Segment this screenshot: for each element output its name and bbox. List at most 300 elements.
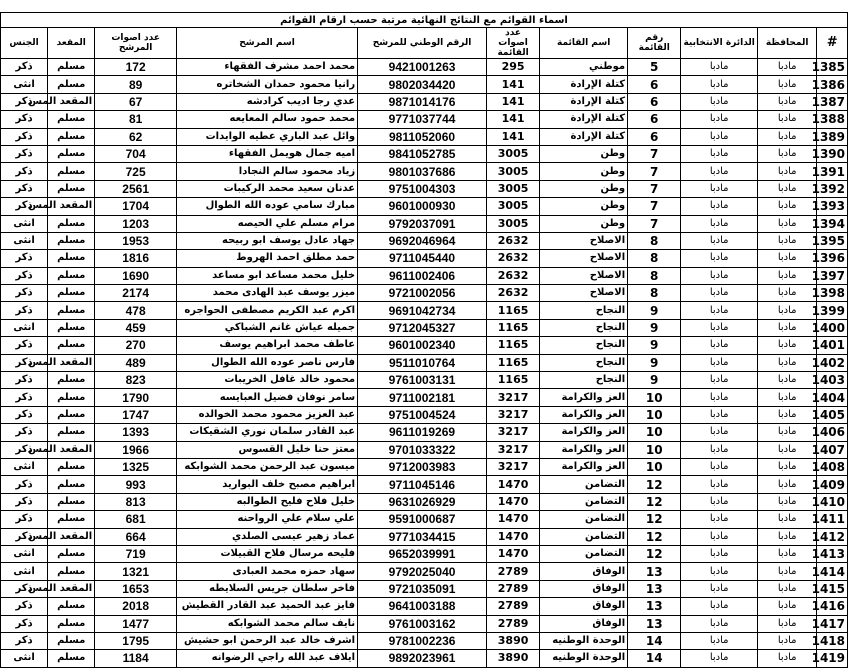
cell-candidate-name: مبارك سامي عوده الله الطوال — [177, 198, 358, 215]
cell-list-number: 5 — [628, 59, 681, 76]
header-list-name: اسم القائمة — [540, 28, 628, 59]
cell-list-name: كتلة الإرادة — [540, 111, 628, 128]
table-row — [1, 76, 848, 93]
cell-list-votes: 3890 — [486, 650, 539, 667]
cell-gender: ذكر — [1, 580, 48, 597]
cell-list-number: 9 — [628, 337, 681, 354]
cell-id: 1396 — [817, 250, 848, 267]
table-row — [1, 632, 848, 649]
cell-candidate-votes: 1321 — [95, 563, 177, 580]
cell-seat: المقعد المس — [48, 198, 95, 215]
table-row — [1, 93, 848, 110]
cell-candidate-name: مرام مسلم علي الحيصه — [177, 215, 358, 232]
cell-national-id: 9761003162 — [358, 615, 487, 632]
cell-candidate-name: فارس ناصر عوده الله الطوال — [177, 354, 358, 371]
cell-seat: مسلم — [48, 632, 95, 649]
cell-gender: ذكر — [1, 615, 48, 632]
cell-list-votes: 1470 — [486, 493, 539, 510]
cell-id: 1401 — [817, 337, 848, 354]
table-row — [1, 163, 848, 180]
cell-governorate: مادبا — [758, 354, 817, 371]
cell-list-number: 6 — [628, 128, 681, 145]
cell-id: 1409 — [817, 476, 848, 493]
cell-list-name: العز والكرامة — [540, 389, 628, 406]
cell-list-votes: 2789 — [486, 598, 539, 615]
cell-list-number: 13 — [628, 580, 681, 597]
cell-list-votes: 3005 — [486, 145, 539, 162]
cell-list-name: الوفاق — [540, 563, 628, 580]
cell-list-number: 12 — [628, 493, 681, 510]
cell-candidate-name: فليحه مرسال فلاح القبيلات — [177, 545, 358, 562]
header-governorate: المحافظة — [758, 28, 817, 59]
cell-candidate-name: سامر نوفان فضيل العبايسه — [177, 389, 358, 406]
table-row — [1, 285, 848, 302]
header-row — [1, 28, 848, 59]
cell-candidate-name: عدنان سعيد محمد الركيبات — [177, 180, 358, 197]
header-district: الدائرة الانتخابية — [681, 28, 758, 59]
cell-district: مادبا — [681, 163, 758, 180]
cell-candidate-votes: 459 — [95, 319, 177, 336]
table-row — [1, 215, 848, 232]
cell-seat: المقعد المس — [48, 93, 95, 110]
cell-id: 1393 — [817, 198, 848, 215]
cell-national-id: 9761003131 — [358, 372, 487, 389]
cell-district: مادبا — [681, 215, 758, 232]
cell-list-number: 8 — [628, 232, 681, 249]
cell-id: 1404 — [817, 389, 848, 406]
cell-seat: مسلم — [48, 545, 95, 562]
cell-gender: انثى — [1, 650, 48, 667]
table-row — [1, 476, 848, 493]
cell-list-number: 13 — [628, 615, 681, 632]
cell-candidate-votes: 478 — [95, 302, 177, 319]
cell-list-name: كتلة الإرادة — [540, 93, 628, 110]
title-row — [1, 13, 848, 28]
cell-candidate-name: زياد محمود سالم النجادا — [177, 163, 358, 180]
results-document — [0, 12, 848, 668]
cell-seat: مسلم — [48, 615, 95, 632]
cell-district: مادبا — [681, 563, 758, 580]
results-table — [0, 12, 848, 668]
cell-list-votes: 2632 — [486, 232, 539, 249]
cell-candidate-votes: 2018 — [95, 598, 177, 615]
cell-candidate-name: سهاد حمزه محمد العبادى — [177, 563, 358, 580]
cell-district: مادبا — [681, 632, 758, 649]
cell-list-number: 8 — [628, 285, 681, 302]
cell-id: 1386 — [817, 76, 848, 93]
cell-national-id: 9841052785 — [358, 145, 487, 162]
cell-governorate: مادبا — [758, 128, 817, 145]
cell-district: مادبا — [681, 650, 758, 667]
cell-gender: انثى — [1, 232, 48, 249]
cell-id: 1418 — [817, 632, 848, 649]
cell-id: 1407 — [817, 441, 848, 458]
cell-candidate-name: محمد حمود سالم المعايعه — [177, 111, 358, 128]
table-row — [1, 511, 848, 528]
cell-governorate: مادبا — [758, 59, 817, 76]
cell-list-votes: 2789 — [486, 580, 539, 597]
cell-list-number: 7 — [628, 163, 681, 180]
cell-candidate-votes: 81 — [95, 111, 177, 128]
cell-seat: مسلم — [48, 215, 95, 232]
cell-district: مادبا — [681, 180, 758, 197]
cell-national-id: 9631026929 — [358, 493, 487, 510]
cell-candidate-name: ابراهيم مصبح خلف البواريد — [177, 476, 358, 493]
cell-list-number: 6 — [628, 111, 681, 128]
cell-gender: ذكر — [1, 163, 48, 180]
cell-candidate-name: خليل فلاح فليح الطوالبه — [177, 493, 358, 510]
cell-national-id: 9421001263 — [358, 59, 487, 76]
cell-candidate-name: عماد زهير عيسى الصلدي — [177, 528, 358, 545]
cell-gender: ذكر — [1, 511, 48, 528]
cell-list-name: العز والكرامة — [540, 458, 628, 475]
cell-id: 1412 — [817, 528, 848, 545]
cell-list-number: 12 — [628, 511, 681, 528]
cell-list-votes: 3217 — [486, 389, 539, 406]
cell-seat: مسلم — [48, 458, 95, 475]
cell-id: 1385 — [817, 59, 848, 76]
cell-list-name: التضامن — [540, 545, 628, 562]
cell-candidate-votes: 1393 — [95, 424, 177, 441]
cell-district: مادبا — [681, 389, 758, 406]
cell-gender: انثى — [1, 563, 48, 580]
cell-gender: ذكر — [1, 528, 48, 545]
cell-gender: ذكر — [1, 285, 48, 302]
table-row — [1, 545, 848, 562]
cell-candidate-votes: 681 — [95, 511, 177, 528]
cell-id: 1394 — [817, 215, 848, 232]
cell-district: مادبا — [681, 145, 758, 162]
cell-list-name: وطن — [540, 215, 628, 232]
cell-id: 1411 — [817, 511, 848, 528]
table-row — [1, 458, 848, 475]
cell-governorate: مادبا — [758, 76, 817, 93]
cell-governorate: مادبا — [758, 406, 817, 423]
cell-list-number: 10 — [628, 389, 681, 406]
cell-candidate-votes: 270 — [95, 337, 177, 354]
cell-list-name: النجاح — [540, 337, 628, 354]
cell-list-votes: 1470 — [486, 511, 539, 528]
cell-list-votes: 1165 — [486, 319, 539, 336]
cell-list-number: 14 — [628, 632, 681, 649]
cell-list-name: كتلة الإرادة — [540, 76, 628, 93]
cell-district: مادبا — [681, 59, 758, 76]
cell-list-number: 7 — [628, 198, 681, 215]
cell-list-number: 12 — [628, 476, 681, 493]
cell-gender: ذكر — [1, 476, 48, 493]
cell-list-name: الوفاق — [540, 598, 628, 615]
cell-seat: المقعد المس — [48, 528, 95, 545]
cell-seat: مسلم — [48, 563, 95, 580]
cell-district: مادبا — [681, 372, 758, 389]
cell-id: 1391 — [817, 163, 848, 180]
cell-district: مادبا — [681, 337, 758, 354]
cell-governorate: مادبا — [758, 580, 817, 597]
cell-id: 1397 — [817, 267, 848, 284]
cell-governorate: مادبا — [758, 650, 817, 667]
cell-governorate: مادبا — [758, 528, 817, 545]
cell-district: مادبا — [681, 580, 758, 597]
cell-id: 1416 — [817, 598, 848, 615]
cell-national-id: 9811052060 — [358, 128, 487, 145]
cell-governorate: مادبا — [758, 302, 817, 319]
table-row — [1, 180, 848, 197]
table-row — [1, 493, 848, 510]
cell-governorate: مادبا — [758, 545, 817, 562]
cell-list-votes: 295 — [486, 59, 539, 76]
cell-governorate: مادبا — [758, 493, 817, 510]
cell-governorate: مادبا — [758, 215, 817, 232]
cell-district: مادبا — [681, 615, 758, 632]
cell-candidate-votes: 1704 — [95, 198, 177, 215]
cell-id: 1417 — [817, 615, 848, 632]
cell-candidate-name: ايلاف عبد الله راجي الرضوانه — [177, 650, 358, 667]
cell-list-number: 13 — [628, 598, 681, 615]
header-list-votes: عدد اصوات القائمة — [486, 28, 539, 59]
table-row — [1, 528, 848, 545]
cell-list-votes: 2632 — [486, 267, 539, 284]
cell-national-id: 9611019269 — [358, 424, 487, 441]
cell-list-votes: 3005 — [486, 180, 539, 197]
cell-candidate-name: فاخر سلطان جريس السلايطه — [177, 580, 358, 597]
cell-candidate-name: وائل عبد الباري عطيه الوايدات — [177, 128, 358, 145]
header-id: # — [817, 28, 848, 59]
cell-candidate-votes: 1747 — [95, 406, 177, 423]
cell-list-number: 13 — [628, 563, 681, 580]
cell-gender: ذكر — [1, 441, 48, 458]
cell-list-number: 14 — [628, 650, 681, 667]
cell-list-votes: 1470 — [486, 528, 539, 545]
cell-list-votes: 3005 — [486, 198, 539, 215]
cell-governorate: مادبا — [758, 632, 817, 649]
cell-district: مادبا — [681, 511, 758, 528]
cell-seat: مسلم — [48, 389, 95, 406]
cell-national-id: 9721035091 — [358, 580, 487, 597]
cell-candidate-votes: 2174 — [95, 285, 177, 302]
cell-district: مادبا — [681, 424, 758, 441]
cell-list-number: 9 — [628, 319, 681, 336]
cell-id: 1410 — [817, 493, 848, 510]
cell-candidate-votes: 1477 — [95, 615, 177, 632]
cell-governorate: مادبا — [758, 111, 817, 128]
cell-list-number: 10 — [628, 458, 681, 475]
cell-id: 1413 — [817, 545, 848, 562]
cell-id: 1387 — [817, 93, 848, 110]
cell-list-number: 9 — [628, 302, 681, 319]
cell-governorate: مادبا — [758, 180, 817, 197]
cell-governorate: مادبا — [758, 232, 817, 249]
cell-candidate-votes: 813 — [95, 493, 177, 510]
cell-list-votes: 141 — [486, 111, 539, 128]
table-row — [1, 302, 848, 319]
cell-district: مادبا — [681, 232, 758, 249]
cell-national-id: 9802034420 — [358, 76, 487, 93]
cell-candidate-votes: 1653 — [95, 580, 177, 597]
cell-list-votes: 141 — [486, 93, 539, 110]
cell-candidate-name: جهاد عادل يوسف ابو ربيحه — [177, 232, 358, 249]
cell-candidate-votes: 67 — [95, 93, 177, 110]
cell-id: 1389 — [817, 128, 848, 145]
cell-district: مادبا — [681, 441, 758, 458]
cell-seat: المقعد المس — [48, 354, 95, 371]
cell-national-id: 9712045327 — [358, 319, 487, 336]
cell-candidate-name: عدي رجا اديب كرادشه — [177, 93, 358, 110]
cell-list-number: 9 — [628, 372, 681, 389]
cell-gender: ذكر — [1, 493, 48, 510]
cell-district: مادبا — [681, 406, 758, 423]
cell-national-id: 9751004303 — [358, 180, 487, 197]
cell-national-id: 9601002340 — [358, 337, 487, 354]
cell-list-number: 6 — [628, 76, 681, 93]
table-row — [1, 198, 848, 215]
cell-id: 1414 — [817, 563, 848, 580]
cell-candidate-votes: 725 — [95, 163, 177, 180]
cell-list-votes: 141 — [486, 76, 539, 93]
cell-governorate: مادبا — [758, 198, 817, 215]
cell-governorate: مادبا — [758, 250, 817, 267]
cell-seat: مسلم — [48, 372, 95, 389]
cell-governorate: مادبا — [758, 372, 817, 389]
cell-national-id: 9652039991 — [358, 545, 487, 562]
cell-list-name: الاصلاح — [540, 267, 628, 284]
cell-national-id: 9801037686 — [358, 163, 487, 180]
cell-candidate-name: محمد احمد مشرف الفقهاء — [177, 59, 358, 76]
cell-governorate: مادبا — [758, 267, 817, 284]
cell-id: 1403 — [817, 372, 848, 389]
table-row — [1, 650, 848, 667]
cell-national-id: 9641003188 — [358, 598, 487, 615]
cell-gender: ذكر — [1, 93, 48, 110]
cell-candidate-votes: 704 — [95, 145, 177, 162]
cell-governorate: مادبا — [758, 424, 817, 441]
cell-list-name: كتلة الإرادة — [540, 128, 628, 145]
cell-candidate-name: حمد مطلق احمد الهروط — [177, 250, 358, 267]
cell-gender: ذكر — [1, 111, 48, 128]
header-gender: الجنس — [1, 28, 48, 59]
cell-list-name: وطن — [540, 180, 628, 197]
cell-gender: ذكر — [1, 267, 48, 284]
cell-seat: مسلم — [48, 250, 95, 267]
cell-national-id: 9711045440 — [358, 250, 487, 267]
table-body — [1, 59, 848, 668]
cell-gender: انثى — [1, 215, 48, 232]
cell-national-id: 9701033322 — [358, 441, 487, 458]
cell-governorate: مادبا — [758, 93, 817, 110]
cell-national-id: 9771034415 — [358, 528, 487, 545]
cell-list-number: 8 — [628, 250, 681, 267]
cell-gender: ذكر — [1, 59, 48, 76]
cell-list-votes: 2789 — [486, 563, 539, 580]
cell-list-votes: 3217 — [486, 458, 539, 475]
cell-governorate: مادبا — [758, 319, 817, 336]
cell-id: 1395 — [817, 232, 848, 249]
cell-district: مادبا — [681, 493, 758, 510]
cell-list-number: 6 — [628, 93, 681, 110]
cell-list-number: 9 — [628, 354, 681, 371]
cell-gender: ذكر — [1, 598, 48, 615]
cell-candidate-votes: 664 — [95, 528, 177, 545]
cell-gender: انثى — [1, 319, 48, 336]
cell-district: مادبا — [681, 319, 758, 336]
cell-id: 1392 — [817, 180, 848, 197]
cell-candidate-votes: 993 — [95, 476, 177, 493]
cell-gender: انثى — [1, 458, 48, 475]
cell-gender: ذكر — [1, 128, 48, 145]
cell-candidate-votes: 1953 — [95, 232, 177, 249]
cell-district: مادبا — [681, 198, 758, 215]
table-row — [1, 372, 848, 389]
cell-candidate-votes: 1966 — [95, 441, 177, 458]
cell-national-id: 9511010764 — [358, 354, 487, 371]
table-row — [1, 250, 848, 267]
cell-governorate: مادبا — [758, 337, 817, 354]
cell-list-name: التضامن — [540, 528, 628, 545]
table-row — [1, 389, 848, 406]
cell-list-votes: 1165 — [486, 372, 539, 389]
cell-candidate-name: عبد العزيز محمود محمد الخوالده — [177, 406, 358, 423]
cell-list-name: العز والكرامة — [540, 441, 628, 458]
cell-district: مادبا — [681, 545, 758, 562]
cell-list-votes: 3890 — [486, 632, 539, 649]
cell-national-id: 9591000687 — [358, 511, 487, 528]
cell-candidate-name: عبد القادر سلمان نوري الشقيكات — [177, 424, 358, 441]
cell-id: 1405 — [817, 406, 848, 423]
cell-national-id: 9792037091 — [358, 215, 487, 232]
cell-gender: ذكر — [1, 354, 48, 371]
cell-list-number: 7 — [628, 215, 681, 232]
cell-district: مادبا — [681, 267, 758, 284]
table-row — [1, 128, 848, 145]
cell-district: مادبا — [681, 598, 758, 615]
header-seat: المقعد — [48, 28, 95, 59]
cell-candidate-votes: 489 — [95, 354, 177, 371]
cell-candidate-name: اشرف خالد عبد الرحمن ابو حشيش — [177, 632, 358, 649]
cell-national-id: 9711045146 — [358, 476, 487, 493]
cell-governorate: مادبا — [758, 563, 817, 580]
cell-seat: مسلم — [48, 476, 95, 493]
cell-id: 1390 — [817, 145, 848, 162]
cell-id: 1399 — [817, 302, 848, 319]
cell-district: مادبا — [681, 285, 758, 302]
cell-candidate-votes: 62 — [95, 128, 177, 145]
cell-candidate-name: اميه جمال هويمل الفقهاء — [177, 145, 358, 162]
cell-candidate-name: اكرم عبد الكريم مصطفى الحواجره — [177, 302, 358, 319]
cell-list-name: النجاح — [540, 302, 628, 319]
table-row — [1, 441, 848, 458]
cell-list-name: موطني — [540, 59, 628, 76]
cell-candidate-name: ميزر يوسف عبد الهادى محمد — [177, 285, 358, 302]
table-row — [1, 598, 848, 615]
cell-id: 1408 — [817, 458, 848, 475]
cell-national-id: 9892023961 — [358, 650, 487, 667]
cell-gender: ذكر — [1, 145, 48, 162]
header-candidate-name: اسم المرشح — [177, 28, 358, 59]
cell-district: مادبا — [681, 128, 758, 145]
cell-national-id: 9711002181 — [358, 389, 487, 406]
cell-district: مادبا — [681, 76, 758, 93]
cell-seat: مسلم — [48, 650, 95, 667]
cell-list-name: النجاح — [540, 372, 628, 389]
cell-governorate: مادبا — [758, 511, 817, 528]
cell-list-votes: 1470 — [486, 476, 539, 493]
cell-national-id: 9611002406 — [358, 267, 487, 284]
cell-list-name: وطن — [540, 145, 628, 162]
cell-candidate-name: رانيا محمود حمدان الشخاتره — [177, 76, 358, 93]
table-row — [1, 267, 848, 284]
cell-list-votes: 141 — [486, 128, 539, 145]
cell-national-id: 9601000930 — [358, 198, 487, 215]
cell-list-votes: 3005 — [486, 215, 539, 232]
